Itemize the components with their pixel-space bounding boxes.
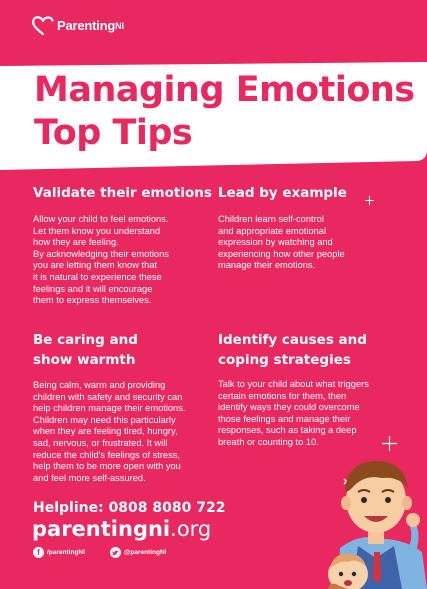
twitter-icon [110,547,121,558]
website-link[interactable]: parentingni.org [32,517,212,541]
twitter-link[interactable]: @parentingNI [110,547,166,558]
section-body-caring: Being calm, warm and providing children with safety and security can help children manage their emotions. Children may need this particularly when they are feeling tired, hungry, sad, nervous, or frustrated. It will reduce the child's feelings of stress, help them to be more open with you and feel more self-assured. [33,380,186,483]
section-title-caring: Be caring and show warmth [33,332,138,368]
sparkle-icon [365,196,374,205]
facebook-link[interactable]: f /parentingNI [33,547,85,558]
heart-icon [31,14,55,36]
section-body-validate: Allow your child to feel emotions. Let them know you understand how they are feeling. By acknowledging their emotions you are letting them know that it is natural to experience these feelings and it will encourage them to express themselves. [33,214,169,306]
parenting-ni-logo[interactable] [31,14,124,36]
facebook-icon: f [33,547,44,558]
page-title-line-1: Managing Emotions [34,70,415,110]
page-title-line-2: Top Tips [34,113,193,153]
helpline-number[interactable]: Helpline: 0808 8080 722 [33,500,226,516]
brand-name: ParentingNI [57,17,124,33]
section-title-validate: Validate their emotions [33,185,212,201]
section-body-lead: Children learn self-control and appropriate emotional expression by watching and experiencing how other people manage their emotions. [218,214,345,271]
section-title-lead: Lead by example [218,185,347,201]
section-title-identify: Identify causes and coping strategies [218,332,367,368]
dad-and-baby-illustration [318,448,427,589]
section-body-identify: Talk to your child about what triggers certain emotions for them, then identify ways they could overcome those feelings and manage their responses, such as taking a deep breath or counting to 10. [218,379,369,447]
